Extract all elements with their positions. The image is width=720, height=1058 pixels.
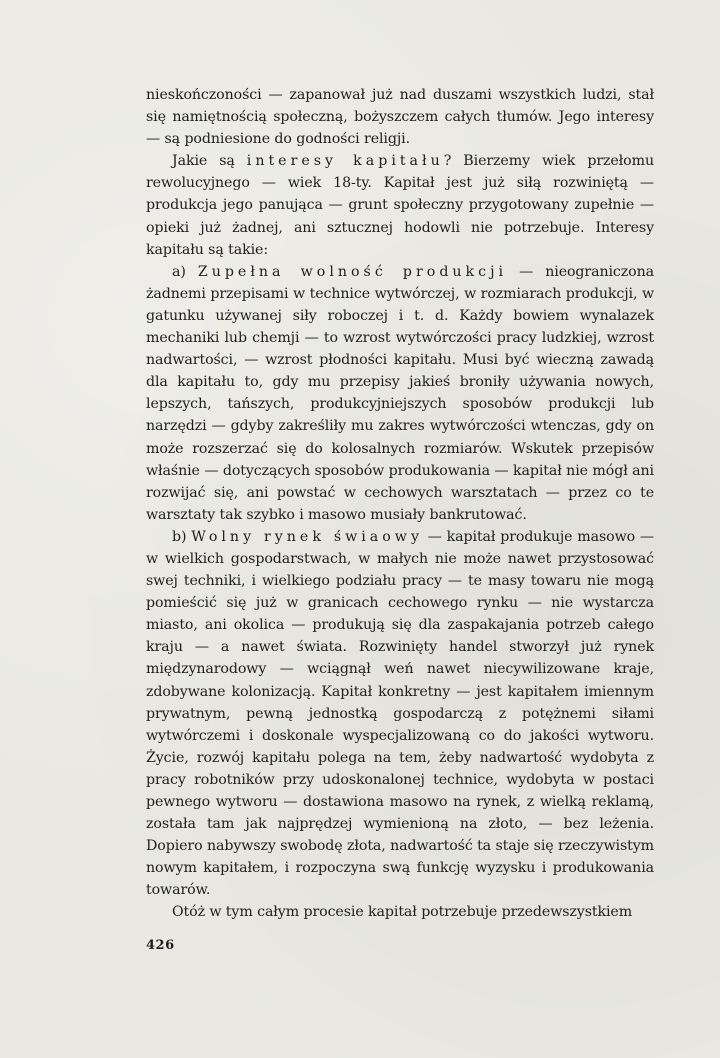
body-text xyxy=(146,84,654,924)
paragraph-3 xyxy=(146,261,654,526)
paragraph-1 xyxy=(146,84,654,150)
spaced-term-wolny-rynek: Wolny rynek świaowy xyxy=(191,528,423,545)
paragraph-4-rest: — kapitał produkuje masowo — w wielkich gospodarstwach, w małych nie może nawet przystosować swej techniki, i wielkiego podziału pracy — te masy towaru nie mogą pomieścić się już w granicach cechowego rynku — nie wystarcza miasto, ani okolica — produkują się dla zaspakajania potrzeb całego kraju — a nawet świata. Rozwinięty handel stworzył już rynek międzynarodowy — wciągnął weń nawet niecywilizowane kraje, zdobywane kolonizacją. Kapitał konkretny — jest kapitałem imiennym prywatnym, pewną jednostką gospodarczą z potężnemi siłami wytwórczemi i doskonale wyspecjalizowaną co do jakości wytworu. Życie, rozwój kapitału polega na tem, żeby nadwartość wydobyta z pracy robotników przy udoskonalonej technice, wydobyta w postaci pewnego wytworu — dostawiona masowo na rynek, z wielką reklamą, została tam jak najprędzej wymienioną na złoto, — bez leżenia. Dopiero nabywszy swobodę złota, nadwartość ta staje się rzeczywistym nowym kapitałem, i rozpoczyna swą funkcję wyzysku i produkowania towarów. xyxy=(146,528,655,899)
paragraph-2-lead: Jakie są xyxy=(172,153,247,170)
paragraph-5-text: Otóż w tym całym procesie kapitał potrzebuje przedewszystkiem xyxy=(172,904,633,921)
paragraph-2 xyxy=(146,150,654,260)
spaced-term-wolnosc-produkcji: Zupełna wolność produkcji xyxy=(197,263,508,280)
paragraph-4 xyxy=(146,526,654,902)
paragraph-3-marker: a) xyxy=(172,263,198,280)
paragraph-3-rest: — nieograniczona żadnemi przepisami w technice wytwórczej, w rozmiarach produkcji, w gatunku używanej siły roboczej i t. d. Każdy bowiem wynalazek mechaniki lub chemji — to wzrost wytwórczości pracy ludzkiej, wzrost nadwartości, — wzrost płodności kapitału. Musi być wieczną zawadą dla kapitału to, gdy mu przepisy jakieś broniły używania nowych, lepszych, tańszych, produkcyjniejszych sposobów produkcji lub narzędzi — gdyby zakreśliły mu zakres wytwórczości wtenczas, gdy on może rozszerzać się do kolosalnych rozmiarów. Wskutek przepisów właśnie — dotyczących sposobów produkowania — kapitał nie mógł ani rozwijać się, ani powstać w cechowych warsztatach — przez co te warsztaty tak szybko i masowo musiały bankrutować. xyxy=(146,263,654,523)
page-number: 426 xyxy=(146,938,175,953)
paragraph-2-rest: ? Bierzemy wiek przełomu rewolucyjnego — wiek 18-ty. Kapitał jest już siłą rozwiniętą — produkcja jego panująca — grunt społeczny przygotowany zupełnie — opieki już żadnej, ani sztucznej hodowli nie potrzebuje. Interesy kapitału są takie: xyxy=(146,153,655,258)
spaced-term-interesy-kapitalu: interesy kapitału xyxy=(246,153,444,170)
paragraph-1-text: nieskończoności — zapanował już nad duszami wszystkich ludzi, stał się namiętnością społeczną, bożyszczem całych tłumów. Jego interesy — są podniesione do godności religji. xyxy=(146,87,654,148)
paragraph-4-marker: b) xyxy=(172,528,192,545)
paragraph-5 xyxy=(146,901,654,923)
